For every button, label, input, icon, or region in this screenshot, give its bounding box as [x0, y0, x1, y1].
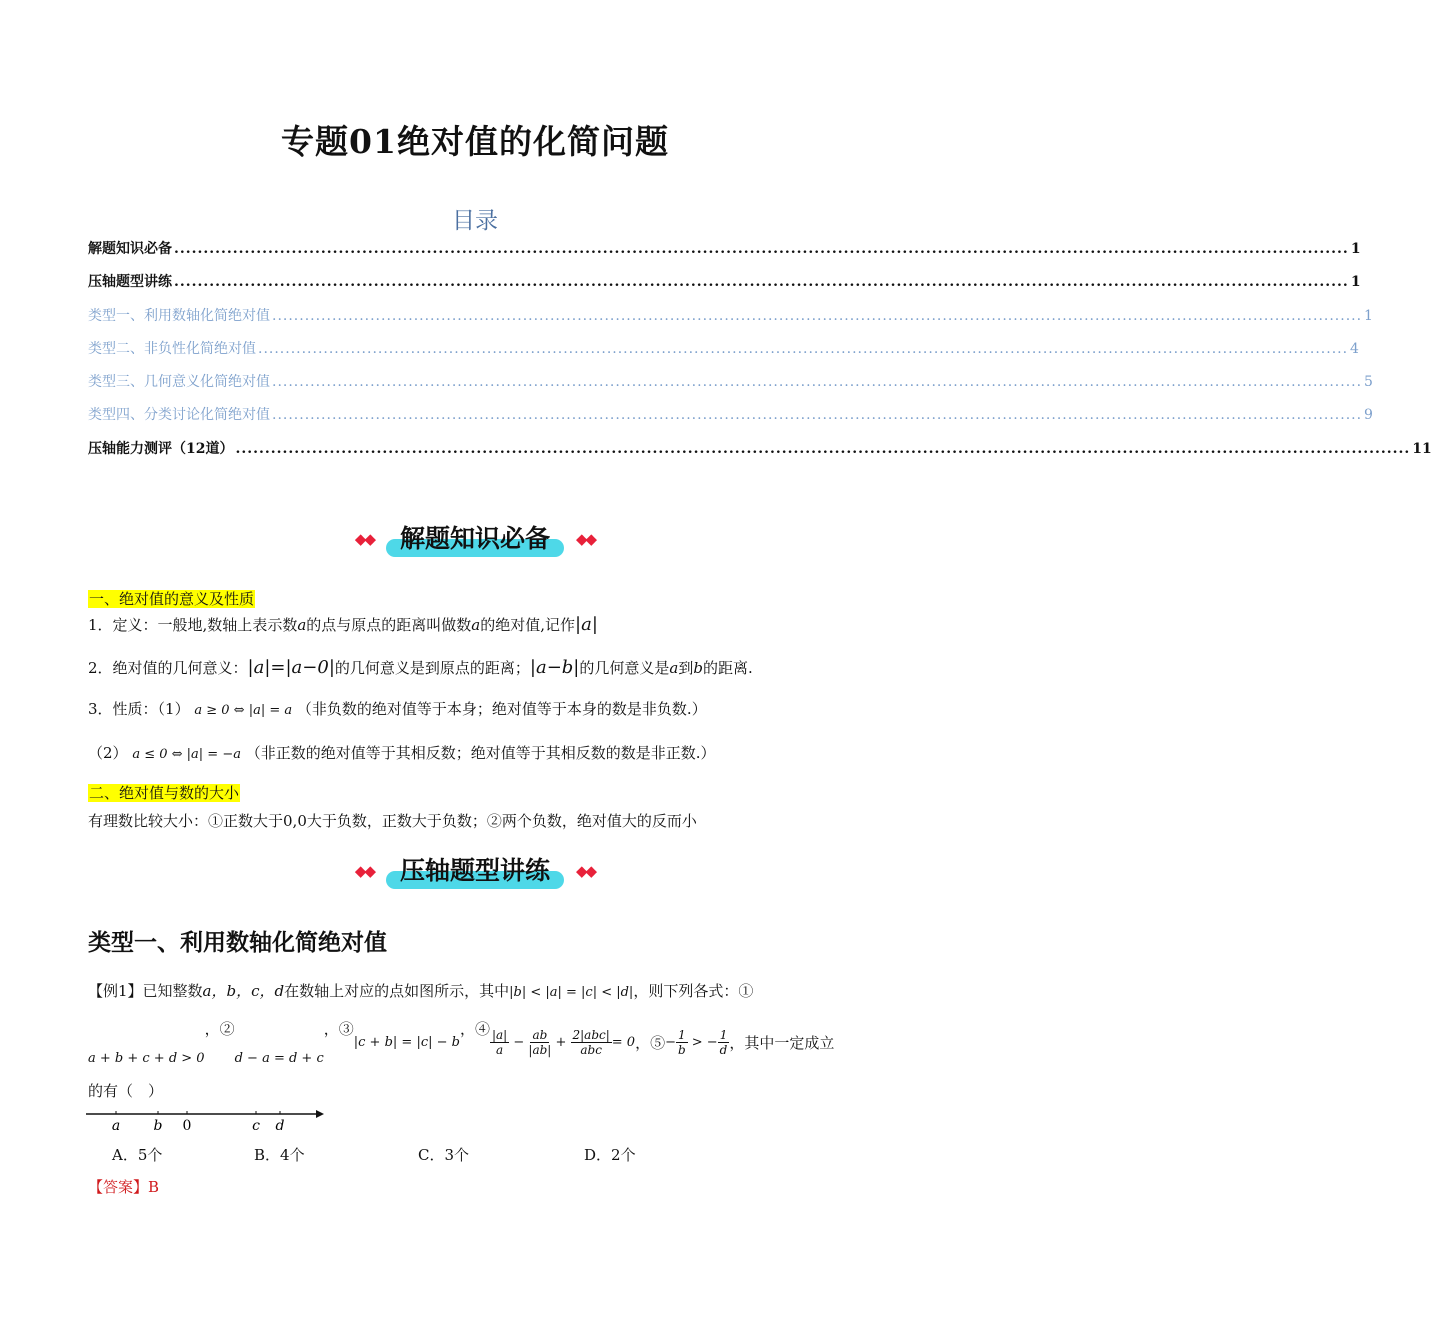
toc-leader-dots: ........................................................................................................................................................................................................: [272, 407, 1363, 423]
axis-label: a: [111, 1118, 121, 1134]
example-1-question-end: 的有（ ）: [88, 1082, 164, 1100]
toc-entry[interactable]: [88, 305, 1373, 325]
toc-entry-label: 类型四、分类讨论化简绝对值: [88, 407, 270, 423]
toc-entry-page: 1: [1350, 241, 1361, 257]
toc-entry-label: 解题知识必备: [88, 241, 172, 257]
definition-line: 1．定义：一般地,数轴上表示数a的点与原点的距离叫做数a的绝对值,记作|a|: [88, 614, 598, 635]
section-banner-practice: [330, 846, 620, 896]
toc-entry[interactable]: [88, 238, 1361, 258]
section-banner-knowledge: [330, 514, 620, 564]
option-c[interactable]: C．3个: [418, 1146, 470, 1164]
example-1-formulas: a + b + c + d > 0 ，② d − a = d + c ，③ |c + b| = |c| − b ，④ $\frac{|a|}{a}$ − $\frac{ab}{|ab|}$ + $\frac{\text{2|abc|}}{\text{abc}}$ = 0 ，⑤ − $\frac{1}{b}$ > − $\frac{1}{d}$ ，其中一定成立: [88, 1020, 835, 1066]
toc-entry[interactable]: [88, 371, 1373, 391]
toc-heading: 目录: [452, 208, 498, 234]
answer-line: 【答案】B: [88, 1178, 160, 1196]
geometric-meaning-line: 2．绝对值的几何意义：|a|=|a−0|的几何意义是到原点的距离；|a−b|的几何意义是a到b的距离.: [88, 657, 753, 678]
toc-entry[interactable]: [88, 271, 1361, 291]
toc-entry[interactable]: [88, 338, 1359, 358]
toc-leader-dots: ........................................................................................................................................................................................................: [258, 341, 1349, 357]
type1-heading: 类型一、利用数轴化简绝对值: [88, 929, 387, 956]
toc-leader-dots: ........................................................................................................................................................................................................: [174, 274, 1349, 290]
toc-entry-page: 5: [1364, 374, 1373, 390]
toc-entry-label: 压轴能力测评（12道）: [88, 441, 234, 457]
banner-label: 解题知识必备: [386, 519, 564, 559]
example-1-intro: 【例1】已知整数a，b，c，d在数轴上对应的点如图所示，其中|b| < |a| = |c| < |d|，则下列各式：①: [88, 982, 754, 1000]
toc-entry-page: 4: [1350, 341, 1359, 357]
diamond-icon: ◆◆: [576, 530, 596, 548]
toc-leader-dots: ........................................................................................................................................................................................................: [272, 374, 1363, 390]
banner-label: 压轴题型讲练: [386, 851, 564, 891]
toc-entry[interactable]: [88, 404, 1373, 424]
toc-entry-page: 1: [1364, 308, 1373, 324]
axis-label: c: [252, 1118, 260, 1134]
toc-leader-dots: ........................................................................................................................................................................................................: [174, 241, 1349, 257]
compare-line: 有理数比较大小：①正数大于0,0大于负数，正数大于负数；②两个负数，绝对值大的反而小: [88, 812, 697, 830]
diamond-icon: ◆◆: [354, 862, 374, 880]
page-title: 专题01绝对值的化简问题: [281, 122, 669, 161]
diamond-icon: ◆◆: [354, 530, 374, 548]
toc-entry-page: 9: [1364, 407, 1373, 423]
property-1-line: 3．性质：（1） a ≥ 0 ⇔ |a| = a （非负数的绝对值等于本身；绝对值等于本身的数是非负数.）: [88, 700, 707, 718]
knowledge-heading-2: 二、绝对值与数的大小: [89, 784, 240, 802]
toc-entry-label: 压轴题型讲练: [88, 274, 172, 290]
toc-entry-page: 11: [1412, 441, 1432, 457]
axis-label: 0: [182, 1118, 192, 1134]
knowledge-heading-1: 一、绝对值的意义及性质: [89, 590, 255, 608]
option-d[interactable]: D．2个: [584, 1146, 636, 1164]
axis-label: d: [275, 1118, 285, 1134]
toc-entry-label: 类型三、几何意义化简绝对值: [88, 374, 270, 390]
axis-label: b: [153, 1118, 163, 1134]
toc-leader-dots: ........................................................................................................................................................................................................: [235, 441, 1411, 457]
toc-entry-page: 1: [1350, 274, 1361, 290]
number-line: [86, 1104, 336, 1136]
toc-entry-label: 类型一、利用数轴化简绝对值: [88, 308, 270, 324]
toc-entry-label: 类型二、非负性化简绝对值: [88, 341, 256, 357]
option-a[interactable]: A．5个: [112, 1146, 163, 1164]
property-2-line: （2） a ≤ 0 ⇔ |a| = −a （非正数的绝对值等于其相反数；绝对值等于其相反数的数是非正数.）: [88, 744, 716, 762]
option-b[interactable]: B．4个: [254, 1146, 305, 1164]
answer-options: [112, 1144, 812, 1166]
diamond-icon: ◆◆: [576, 862, 596, 880]
toc-leader-dots: ........................................................................................................................................................................................................: [272, 308, 1363, 324]
toc-entry[interactable]: [88, 438, 1432, 458]
